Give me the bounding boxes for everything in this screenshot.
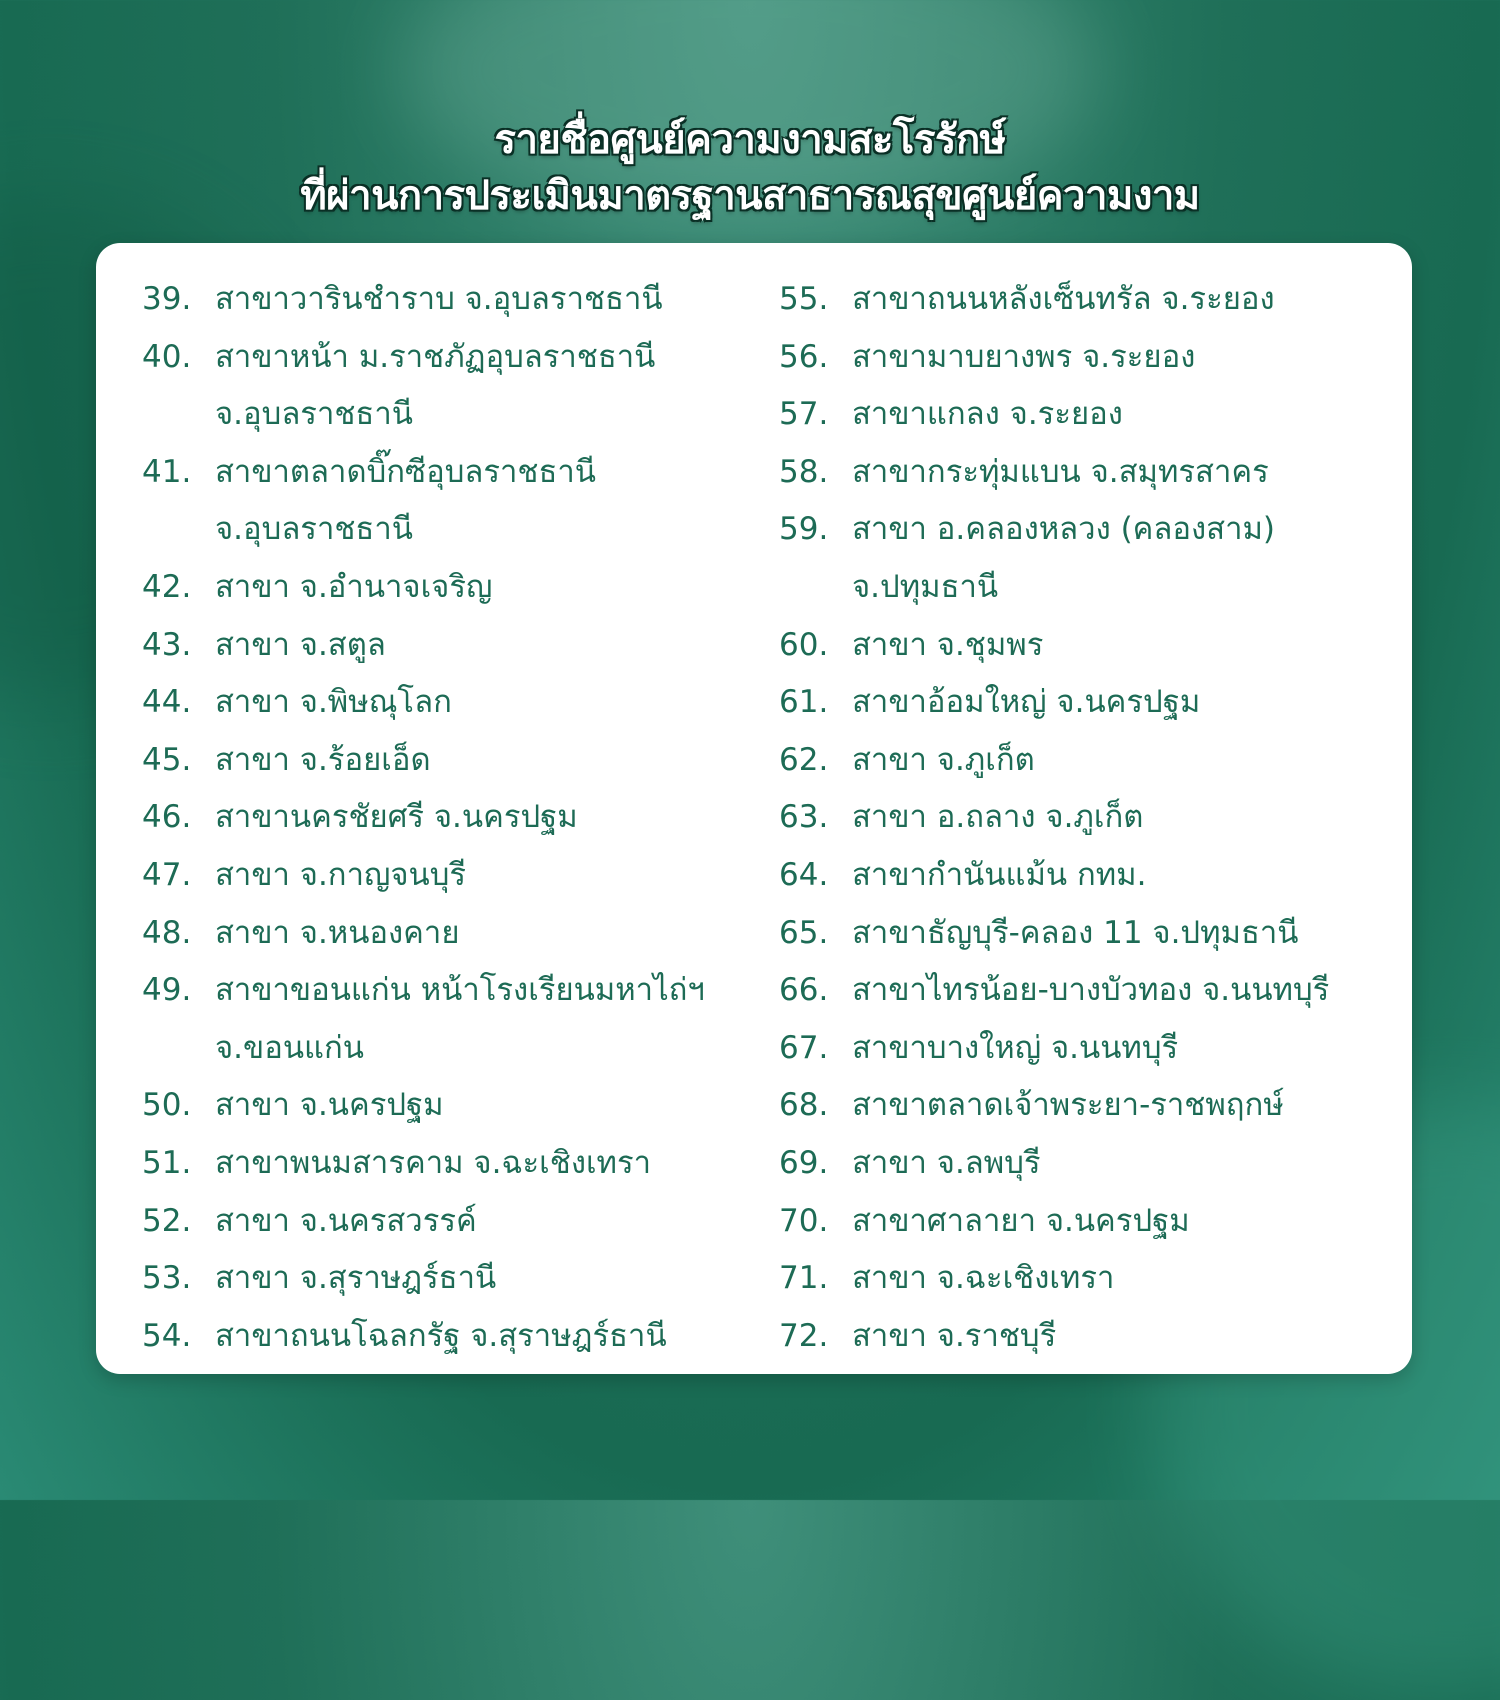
item-number: 45. [142,741,192,778]
list-item [142,617,762,675]
branch-name [852,905,1399,963]
list-item [142,789,762,847]
list-item [779,847,1399,905]
branch-name [215,1135,762,1193]
branch-name [852,271,1399,329]
branch-name [215,1193,762,1251]
branch-name [852,1077,1399,1135]
list-item [142,905,762,963]
item-number: 49. [142,972,192,1009]
branch-name-line: สาขา จ.นครสวรรค์ [215,1202,477,1239]
list-item [779,386,1399,444]
item-number: 59. [779,511,829,548]
item-number: 61. [779,684,829,721]
title-line-1: รายชื่อศูนย์ความงามสะโรรักษ์ [494,117,1006,163]
list-item [779,674,1399,732]
item-number: 58. [779,453,829,490]
item-number: 52. [142,1202,192,1239]
item-number: 51. [142,1144,192,1181]
branch-name-line: สาขา จ.สุราษฎร์ธานี [215,1260,497,1297]
branch-name-line: สาขาหน้า ม.ราชภัฏอุบลราชธานี [215,338,656,375]
branch-name-line: สาขาถนนหลังเซ็นทรัล จ.ระยอง [852,281,1275,317]
list-item [142,559,762,617]
branch-name-line: สาขา จ.นครปฐม [215,1087,444,1124]
branch-name [852,1308,1399,1366]
item-number: 64. [779,856,829,893]
branch-name-line: สาขาธัญบุรี-คลอง 11 จ.ปทุมธานี [852,914,1299,951]
branch-name [852,789,1399,847]
branch-name [215,905,762,963]
branch-name-line: สาขา จ.หนองคาย [215,914,460,951]
branch-name-line: สาขากำนันแม้น กทม. [852,856,1147,893]
branch-list-right-column [779,271,1399,1365]
item-number: 54. [142,1317,192,1354]
branch-name [215,732,762,790]
branch-name [852,1020,1399,1078]
list-item [779,271,1399,329]
item-number: 68. [779,1087,829,1124]
branch-list-left-column [142,271,762,1365]
list-item [142,1077,762,1135]
branch-name-line: จ.อุบลราชธานี [215,511,413,548]
page-title [0,112,1500,224]
item-number: 53. [142,1260,192,1297]
branch-name-line: สาขาศาลายา จ.นครปฐม [852,1202,1190,1239]
branch-name [215,1250,762,1308]
list-item [142,847,762,905]
list-item [142,444,762,559]
branch-name-line: สาขา อ.คลองหลวง (คลองสาม) [852,511,1276,548]
item-number: 43. [142,626,192,663]
branch-name [852,444,1399,502]
item-number: 69. [779,1144,829,1181]
list-item [142,271,762,329]
list-item [779,617,1399,675]
branch-name-line: สาขานครชัยศรี จ.นครปฐม [215,799,578,836]
branch-name [852,329,1399,387]
branch-name [215,962,762,1077]
item-number: 41. [142,453,192,490]
list-item [779,1308,1399,1366]
branch-name [852,617,1399,675]
branch-name-line: สาขาตลาดบิ๊กซีอุบลราชธานี [215,453,596,490]
item-number: 65. [779,914,829,951]
list-item [779,1193,1399,1251]
branch-name [852,1250,1399,1308]
list-item [779,1077,1399,1135]
branch-name-line: สาขากระทุ่มแบน จ.สมุทรสาคร [852,453,1269,490]
item-number: 57. [779,396,829,433]
item-number: 62. [779,741,829,778]
list-item [779,444,1399,502]
branch-name [215,789,762,847]
branch-name [215,617,762,675]
branch-name-line: สาขา จ.อำนาจเจริญ [215,568,493,605]
item-number: 63. [779,799,829,836]
branch-name-line: สาขา จ.ลพบุรี [852,1144,1041,1181]
list-item [779,732,1399,790]
list-item [779,1135,1399,1193]
item-number: 50. [142,1087,192,1124]
item-number: 40. [142,338,192,375]
branch-name-line: สาขาอ้อมใหญ่ จ.นครปฐม [852,684,1201,721]
branch-name [215,674,762,732]
branch-name-line: สาขาไทรน้อย-บางบัวทอง จ.นนทบุรี [852,972,1330,1009]
branch-name-line: จ.ปทุมธานี [852,568,999,605]
branch-name [852,501,1399,616]
branch-name [852,732,1399,790]
list-item [142,962,762,1077]
item-number: 44. [142,684,192,721]
list-item [142,1135,762,1193]
branch-name-line: สาขา จ.ร้อยเอ็ด [215,741,431,778]
branch-name-line: สาขา จ.กาญจนบุรี [215,856,467,893]
branch-list-card [96,243,1412,1374]
branch-name-line: สาขา อ.ถลาง จ.ภูเก็ต [852,799,1144,836]
list-item [779,905,1399,963]
title-line-2: ที่ผ่านการประเมินมาตรฐานสาธารณสุขศูนย์ความงาม [300,173,1200,219]
item-number: 70. [779,1202,829,1239]
list-item [142,732,762,790]
branch-name-line: สาขา จ.พิษณุโลก [215,684,452,721]
branch-name-line: สาขา จ.สตูล [215,626,386,663]
branch-name-line: สาขาขอนแก่น หน้าโรงเรียนมหาไถ่ฯ [215,972,705,1009]
branch-name [215,559,762,617]
list-item [142,1193,762,1251]
list-item [779,1250,1399,1308]
branch-name-line: สาขามาบยางพร จ.ระยอง [852,338,1196,375]
list-item [142,1250,762,1308]
list-item [779,962,1399,1020]
item-number: 71. [779,1260,829,1297]
branch-name-line: สาขา จ.ฉะเชิงเทรา [852,1260,1115,1297]
item-number: 42. [142,568,192,605]
branch-name-line: สาขาแกลง จ.ระยอง [852,396,1123,433]
branch-name [215,271,762,329]
item-number: 66. [779,972,829,1009]
branch-name [215,329,762,444]
branch-name-line: สาขา จ.ชุมพร [852,626,1044,663]
branch-name [852,674,1399,732]
item-number: 39. [142,281,192,317]
branch-name-line: สาขาพนมสารคาม จ.ฉะเชิงเทรา [215,1144,652,1181]
item-number: 48. [142,914,192,951]
branch-name-line: จ.ขอนแก่น [215,1029,364,1066]
list-item [779,1020,1399,1078]
branch-name [852,847,1399,905]
item-number: 55. [779,281,829,317]
branch-name-line: สาขาวารินชำราบ จ.อุบลราชธานี [215,281,663,317]
item-number: 60. [779,626,829,663]
branch-name-line: สาขา จ.ราชบุรี [852,1317,1057,1354]
branch-name [215,847,762,905]
branch-name-line: จ.อุบลราชธานี [215,396,413,433]
item-number: 67. [779,1029,829,1066]
item-number: 56. [779,338,829,375]
branch-name [215,444,762,559]
list-item [779,329,1399,387]
branch-name-line: สาขาถนนโฉลกรัฐ จ.สุราษฎร์ธานี [215,1317,667,1354]
branch-name [215,1077,762,1135]
list-item [142,1308,762,1366]
list-item [779,789,1399,847]
branch-name [852,962,1399,1020]
item-number: 46. [142,799,192,836]
item-number: 47. [142,856,192,893]
item-number: 72. [779,1317,829,1354]
branch-name [852,1193,1399,1251]
branch-name [852,386,1399,444]
list-item [142,329,762,444]
branch-name [215,1308,762,1366]
branch-name-line: สาขาตลาดเจ้าพระยา-ราชพฤกษ์ [852,1087,1284,1124]
list-item [779,501,1399,616]
branch-name [852,1135,1399,1193]
list-item [142,674,762,732]
branch-name-line: สาขา จ.ภูเก็ต [852,741,1035,778]
branch-name-line: สาขาบางใหญ่ จ.นนทบุรี [852,1029,1179,1066]
